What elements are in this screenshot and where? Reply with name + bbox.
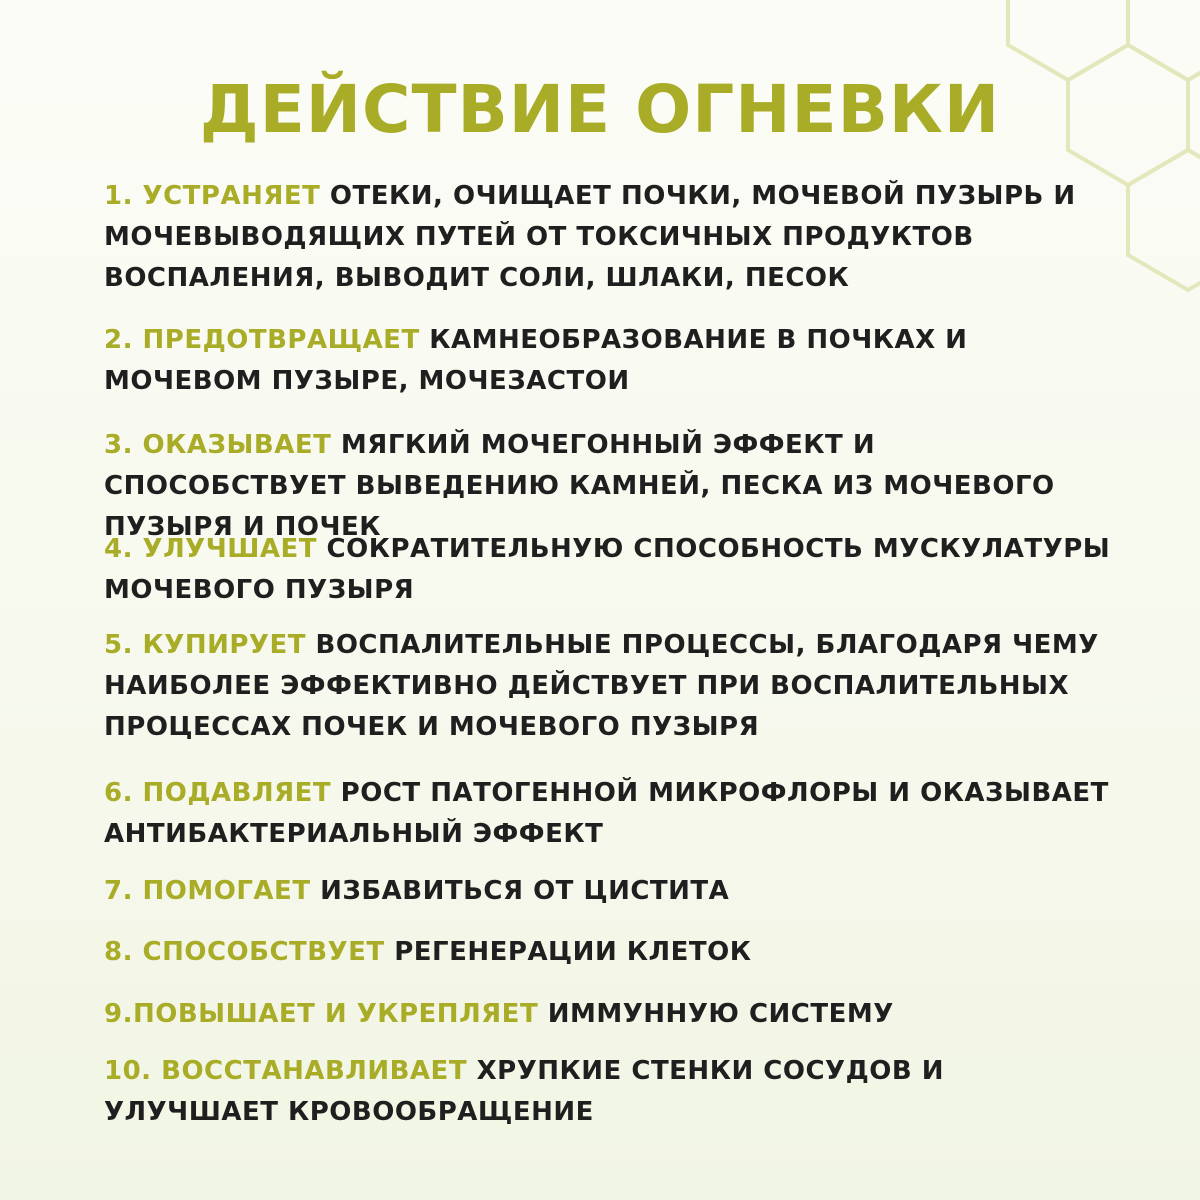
item-number: 10. [104, 1056, 162, 1086]
item-number: 4. [104, 534, 143, 564]
item-text: РОСТ ПАТОГЕННОЙ МИКРОФЛОРЫ И ОКАЗЫВАЕТ АНТИБАКТЕРИАЛЬНЫЙ ЭФФЕКТ [104, 778, 1109, 849]
item-number: 5. [104, 630, 143, 660]
item-number: 8. [104, 937, 143, 967]
item-number: 7. [104, 876, 143, 906]
item-number: 3. [104, 430, 143, 460]
list-item [104, 529, 1114, 611]
item-verb: ПРЕДОТВРАЩАЕТ [142, 325, 420, 355]
item-text: СОКРАТИТЕЛЬНУЮ СПОСОБНОСТЬ МУСКУЛАТУРЫ МОЧЕВОГО ПУЗЫРЯ [104, 534, 1111, 605]
item-verb: ПОВЫШАЕТ И УКРЕПЛЯЕТ [132, 999, 539, 1029]
item-verb: УЛУЧШАЕТ [142, 534, 317, 564]
list-item [104, 932, 1114, 973]
list-item [104, 994, 1114, 1035]
list-item [104, 320, 1114, 402]
item-verb: ПОДАВЛЯЕТ [142, 778, 332, 808]
item-text: ВОСПАЛИТЕЛЬНЫЕ ПРОЦЕССЫ, БЛАГОДАРЯ ЧЕМУ НАИБОЛЕЕ ЭФФЕКТИВНО ДЕЙСТВУЕТ ПРИ ВОСПАЛИТЕЛЬНЫХ ПРОЦЕССАХ ПОЧЕК И МОЧЕВОГО ПУЗЫРЯ [104, 630, 1099, 742]
item-verb: СПОСОБСТВУЕТ [142, 937, 385, 967]
list-item [104, 625, 1114, 748]
item-number: 1. [104, 181, 143, 211]
item-text: ХРУПКИЕ СТЕНКИ СОСУДОВ И УЛУЧШАЕТ КРОВООБРАЩЕНИЕ [104, 1056, 944, 1127]
list-item [104, 871, 1114, 912]
item-number: 2. [104, 325, 143, 355]
list-item [104, 773, 1114, 855]
item-verb: УСТРАНЯЕТ [142, 181, 321, 211]
item-verb: ОКАЗЫВАЕТ [142, 430, 332, 460]
page-title: ДЕЙСТВИЕ ОГНЕВКИ [199, 71, 1001, 148]
item-verb: КУПИРУЕТ [142, 630, 306, 660]
item-verb: ПОМОГАЕТ [142, 876, 311, 906]
item-text: МЯГКИЙ МОЧЕГОННЫЙ ЭФФЕКТ И СПОСОБСТВУЕТ ВЫВЕДЕНИЮ КАМНЕЙ, ПЕСКА ИЗ МОЧЕВОГО ПУЗЫРЯ И ПОЧЕК [104, 430, 1055, 542]
item-number: 6. [104, 778, 143, 808]
item-text: КАМНЕОБРАЗОВАНИЕ В ПОЧКАХ И МОЧЕВОМ ПУЗЫРЕ, МОЧЕЗАСТОИ [104, 325, 968, 396]
item-text: ИЗБАВИТЬСЯ ОТ ЦИСТИТА [320, 876, 730, 906]
list-item [104, 176, 1114, 299]
item-text: ОТЕКИ, ОЧИЩАЕТ ПОЧКИ, МОЧЕВОЙ ПУЗЫРЬ И МОЧЕВЫВОДЯЩИХ ПУТЕЙ ОТ ТОКСИЧНЫХ ПРОДУКТОВ ВОСПАЛЕНИЯ, ВЫВОДИТ СОЛИ, ШЛАКИ, ПЕСОК [104, 181, 1076, 293]
item-verb: ВОССТАНАВЛИВАЕТ [161, 1056, 468, 1086]
item-text: РЕГЕНЕРАЦИИ КЛЕТОК [394, 937, 752, 967]
item-text: ИММУННУЮ СИСТЕМУ [547, 999, 894, 1029]
list-item [104, 1051, 1114, 1133]
item-number: 9. [104, 999, 133, 1029]
